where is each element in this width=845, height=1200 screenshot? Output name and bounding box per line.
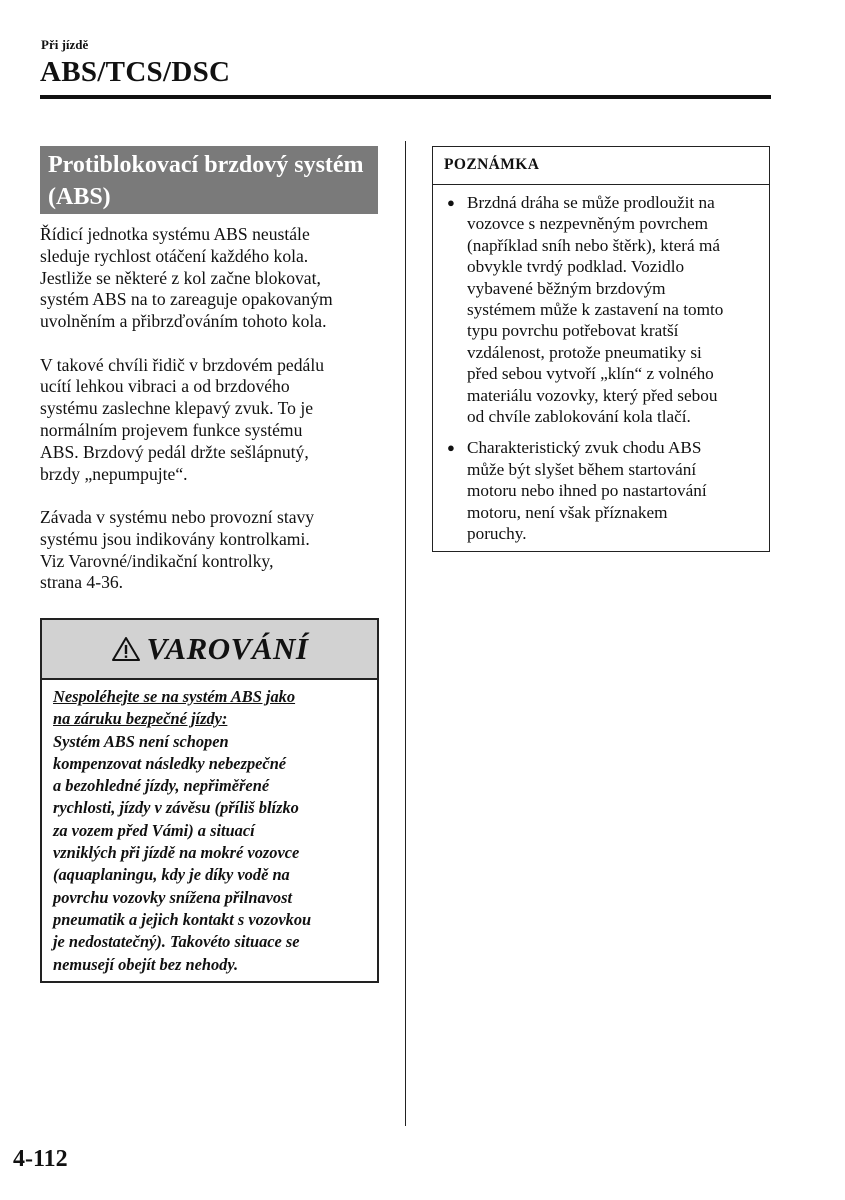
page-title: ABS/TCS/DSC — [40, 56, 231, 88]
note-list — [433, 185, 769, 545]
bullet: ● — [447, 440, 455, 456]
warning-triangle-icon — [111, 636, 141, 662]
paragraph: Řídicí jednotka systému ABS neustále sleduje rychlost otáčení každého kola. Jestliže se některé z kol začne blokovat, systém ABS na to zareaguje opakovaným uvolněním a přibrzďováním tohoto kola. — [40, 224, 333, 332]
bullet: ● — [447, 195, 455, 210]
note-title: POZNÁMKA — [433, 147, 769, 185]
note-text: Charakteristický zvuk chodu ABS může být slyšet během startování motoru nebo ihned po nastartování motoru, není však příznakem poruchy. — [467, 438, 707, 544]
left-column — [40, 224, 385, 616]
section-heading: Protiblokovací brzdový systém (ABS) — [40, 146, 378, 214]
title-rule — [40, 95, 771, 99]
column-divider — [405, 141, 406, 1126]
warning-box — [40, 618, 379, 983]
warning-body — [42, 680, 377, 976]
page-number: 4-112 — [13, 1146, 68, 1172]
breadcrumb: Při jízdě — [41, 37, 89, 52]
warning-text: Systém ABS není schopen kompenzovat následky nebezpečné a bezohledné jízdy, nepřiměřené rychlosti, jízdy v závěsu (příliš blízko za vozem před Vámi) a situací vzniklých při jízdě na mokré vozovce (aquaplaningu, kdy je díky vodě na povrchu vozovky snížena přilnavost pneumatik a jejich kontakt s vozovkou je nedostatečný). Takovéto situace se nemusejí obejít bez nehody. — [53, 731, 312, 974]
warning-header — [42, 620, 377, 680]
note-text: Brzdná dráha se může prodloužit na vozovce s nezpevněným povrchem (například sníh nebo štěrk), která má obvykle tvrdý podklad. Vozidlo vybavené běžným brzdovým systémem může k zastavení na tomto typu povrchu potřebovat kratší vzdálenost, protože pneumatiky si před sebou vytvoří „klín“ z volného materiálu vozovky, který před sebou od chvíle zablokování kola tlačí. — [467, 193, 724, 427]
paragraph: Závada v systému nebo provozní stavy systému jsou indikovány kontrolkami. Viz Varovné/indikační kontrolky, strana 4-36. — [40, 506, 315, 593]
paragraph: V takové chvíli řidič v brzdovém pedálu ucítí lehkou vibraci a od brzdového systému zaslechne klepavý zvuk. To je normálním projevem funkce systému ABS. Brzdový pedál držte sešlápnutý, brzdy „nepumpujte“. — [40, 354, 325, 484]
list-item — [447, 437, 761, 544]
warning-lead: Nespoléhejte se na systém ABS jako na záruku bezpečné jízdy: — [53, 687, 296, 729]
note-box — [432, 146, 770, 552]
list-item — [447, 192, 761, 427]
warning-title: VAROVÁNÍ — [146, 631, 309, 666]
